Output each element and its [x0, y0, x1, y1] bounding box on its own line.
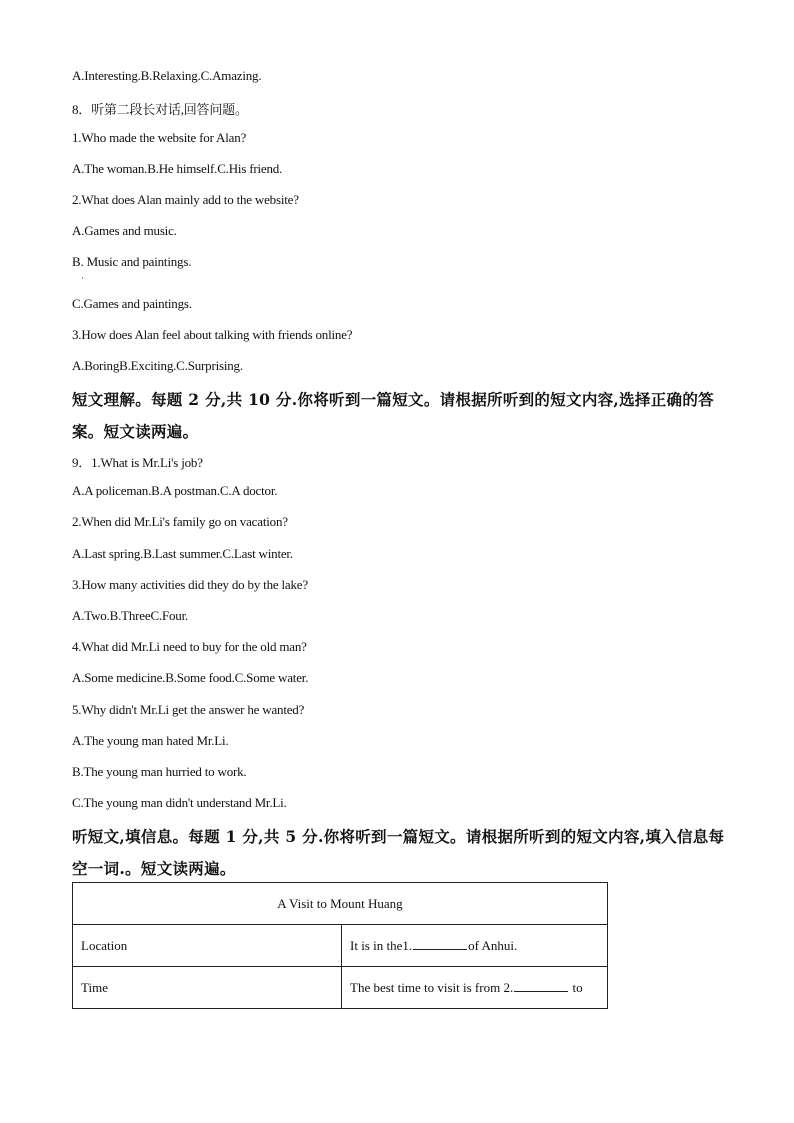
text-before-blank: The best time to visit is from 2. — [350, 979, 514, 995]
question-line: 4.What did Mr.Li need to buy for the old man? — [72, 639, 307, 654]
section-heading: 短文理解。每题 2 分,共 10 分.你将听到一篇短文。请根据所听到的短文内容,选择正确的答 — [72, 390, 714, 409]
option-line: A.Two.B.ThreeC.Four. — [72, 608, 189, 623]
question-line: 2.What does Alan mainly add to the website? — [72, 192, 299, 207]
option-line: A.BoringB.Exciting.C.Surprising. — [72, 358, 243, 373]
stray-dot-mark: · — [81, 273, 84, 283]
question-line: 1.Who made the website for Alan? — [72, 130, 247, 145]
row-content-time — [342, 967, 608, 1009]
option-line: A.The woman.B.He himself.C.His friend. — [72, 161, 283, 176]
question-line: 3.How does Alan feel about talking with friends online? — [72, 327, 353, 342]
question-line: 3.How many activities did they do by the lake? — [72, 577, 308, 592]
option-line: A.The young man hated Mr.Li. — [72, 733, 229, 748]
question-line: 2.When did Mr.Li's family go on vacation? — [72, 514, 288, 529]
option-line: C.The young man didn't understand Mr.Li. — [72, 795, 287, 810]
section-heading-cont: 空一词.。短文读两遍。 — [72, 859, 236, 878]
option-line: A.Interesting.B.Relaxing.C.Amazing. — [72, 68, 262, 83]
option-line: B. Music and paintings. — [72, 254, 192, 269]
table-title: A Visit to Mount Huang — [73, 883, 608, 925]
info-table — [72, 882, 608, 1009]
answer-blank-1[interactable] — [413, 938, 467, 950]
option-line: A.Games and music. — [72, 223, 177, 238]
text-after-blank: to — [569, 979, 583, 995]
section-heading: 听短文,填信息。每题 1 分,共 5 分.你将听到一篇短文。请根据所听到的短文内容,填入信息每 — [72, 827, 725, 846]
row-content-location — [342, 925, 608, 967]
table-row — [73, 925, 608, 967]
section-8-intro: 8．听第二段长对话,回答问题。 — [72, 102, 248, 117]
table-title-row — [73, 883, 608, 925]
question-line: 9．1.What is Mr.Li's job? — [72, 455, 203, 470]
option-line: B.The young man hurried to work. — [72, 764, 247, 779]
option-line: C.Games and paintings. — [72, 296, 192, 311]
option-line: A.Last spring.B.Last summer.C.Last winter. — [72, 546, 293, 561]
table-row — [73, 967, 608, 1009]
text-after-blank: of Anhui. — [468, 937, 518, 953]
text-before-blank: It is in the1. — [350, 937, 413, 953]
answer-blank-2[interactable] — [514, 980, 568, 992]
section-heading-cont: 案。短文读两遍。 — [72, 422, 199, 441]
row-label-location: Location — [73, 925, 342, 967]
question-line: 5.Why didn't Mr.Li get the answer he wanted? — [72, 702, 305, 717]
option-line: A.A policeman.B.A postman.C.A doctor. — [72, 483, 278, 498]
option-line: A.Some medicine.B.Some food.C.Some water. — [72, 670, 309, 685]
row-label-time: Time — [73, 967, 342, 1009]
